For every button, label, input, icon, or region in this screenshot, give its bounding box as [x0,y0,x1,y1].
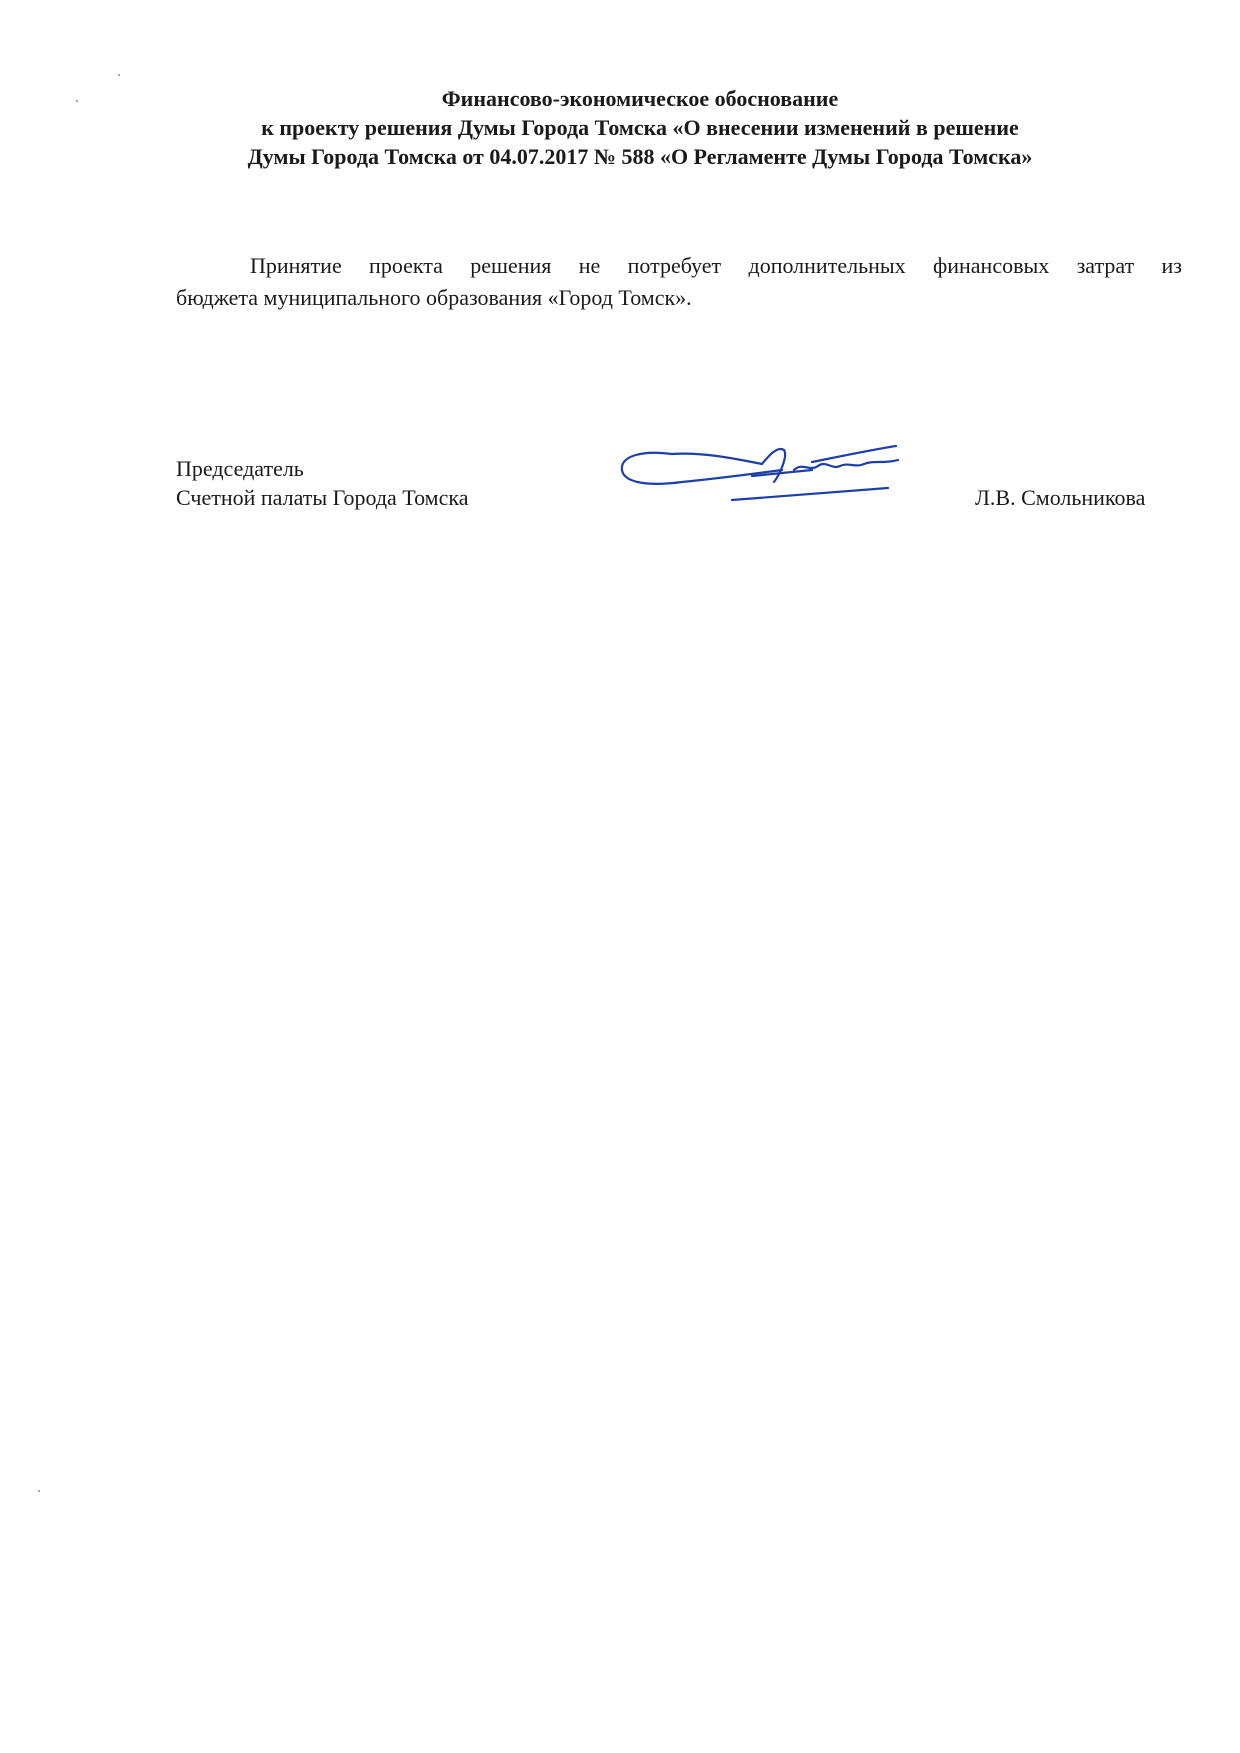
body-line-2: бюджета муниципального образования «Город Томск». [176,285,692,310]
title-line-1: Финансово-экономическое обоснование [441,86,839,111]
scan-speck [118,74,120,76]
body-line-1: Принятие проекта решения не потребует дополнительных финансовых затрат из [250,253,1182,278]
signatory-position-line-1: Председатель [176,456,304,481]
signatory-position [176,454,468,512]
signatory-position-line-2: Счетной палаты Города Томска [176,485,469,510]
title-line-2: к проекту решения Думы Города Томска «О внесении изменений в решение [261,115,1019,140]
title-line-3: Думы Города Томска от 04.07.2017 № 588 «О Регламенте Думы Города Томска» [247,144,1033,169]
handwritten-signature [612,440,912,510]
body-paragraph [176,250,1182,314]
scan-speck [38,1490,40,1492]
document-title [200,84,1080,171]
signatory-name: Л.В. Смольникова [975,485,1146,510]
scan-speck [76,100,78,102]
